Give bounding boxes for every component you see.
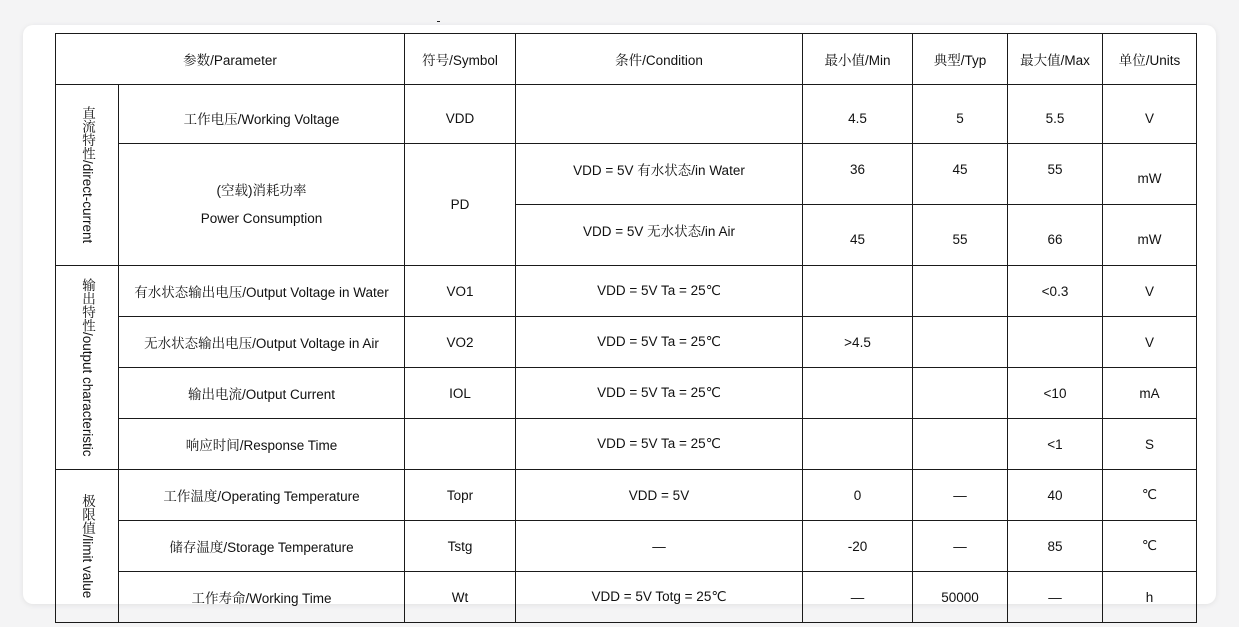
max-tstg: 85 [1008,521,1103,572]
max-topr: 40 [1008,470,1103,521]
table-row [56,85,1197,144]
param-iol: 输出电流/Output Current [119,368,405,419]
param-pd-line1: (空载)消耗功率 [216,182,307,198]
min-wt: — [803,572,913,623]
typ-response-time [913,419,1008,470]
param-tstg: 储存温度/Storage Temperature [119,521,405,572]
unit-vo1: V [1103,266,1197,317]
condition-vo1: VDD = 5V Ta = 25℃ [516,266,803,317]
unit-response-time: S [1103,419,1197,470]
category-dc-label: 直流特性/direct-current [80,106,95,244]
header-parameter: 参数/Parameter [56,34,405,85]
max-vo2 [1008,317,1103,368]
typ-pd-water: 45 [913,144,1008,205]
condition-tstg: — [516,521,803,572]
typ-wt: 50000 [913,572,1008,623]
header-typ: 典型/Typ [913,34,1008,85]
typ-vo2 [913,317,1008,368]
unit-pd-water: mW [1103,144,1197,205]
symbol-vo2: VO2 [405,317,516,368]
table-row [56,521,1197,572]
table-row [56,419,1197,470]
min-response-time [803,419,913,470]
max-pd-water: 55 [1008,144,1103,205]
param-response-time: 响应时间/Response Time [119,419,405,470]
param-pd-line2: Power Consumption [200,210,323,226]
typ-vo1 [913,266,1008,317]
param-vo1: 有水状态输出电压/Output Voltage in Water [119,266,405,317]
condition-vdd [516,85,803,144]
symbol-tstg: Tstg [405,521,516,572]
param-vo2: 无水状态输出电压/Output Voltage in Air [119,317,405,368]
typ-topr: — [913,470,1008,521]
unit-wt: h [1103,572,1197,623]
table-header-row [56,34,1197,85]
unit-pd-air: mW [1103,205,1197,266]
table-row [56,470,1197,521]
min-vo2: >4.5 [803,317,913,368]
condition-wt: VDD = 5V Totg = 25℃ [516,572,803,623]
condition-iol: VDD = 5V Ta = 25℃ [516,368,803,419]
condition-vo2: VDD = 5V Ta = 25℃ [516,317,803,368]
typ-tstg: — [913,521,1008,572]
typ-iol [913,368,1008,419]
min-vo1 [803,266,913,317]
category-limit [56,470,119,623]
max-wt: — [1008,572,1103,623]
unit-tstg: ℃ [1103,521,1197,572]
symbol-iol: IOL [405,368,516,419]
symbol-response-time [405,419,516,470]
table-row [56,317,1197,368]
header-max: 最大值/Max [1008,34,1103,85]
symbol-vo1: VO1 [405,266,516,317]
table-row [56,572,1197,623]
condition-pd-air: VDD = 5V 无水状态/in Air [516,205,803,266]
param-working-voltage: 工作电压/Working Voltage [119,85,405,144]
category-limit-label: 极限值/limit value [80,493,95,599]
unit-iol: mA [1103,368,1197,419]
min-tstg: -20 [803,521,913,572]
min-pd-water: 36 [803,144,913,205]
spec-table [55,33,1197,623]
min-iol [803,368,913,419]
condition-pd-water: VDD = 5V 有水状态/in Water [516,144,803,205]
symbol-pd: PD [405,144,516,266]
category-output [56,266,119,470]
max-response-time: <1 [1008,419,1103,470]
max-iol: <10 [1008,368,1103,419]
symbol-vdd: VDD [405,85,516,144]
table-row [56,368,1197,419]
category-dc [56,85,119,266]
table-row [56,266,1197,317]
param-topr: 工作温度/Operating Temperature [119,470,405,521]
condition-topr: VDD = 5V [516,470,803,521]
param-wt: 工作寿命/Working Time [119,572,405,623]
typ-vdd: 5 [913,85,1008,144]
max-vdd: 5.5 [1008,85,1103,144]
symbol-wt: Wt [405,572,516,623]
min-pd-air: 45 [803,205,913,266]
unit-vdd: V [1103,85,1197,144]
unit-topr: ℃ [1103,470,1197,521]
min-vdd: 4.5 [803,85,913,144]
unit-vo2: V [1103,317,1197,368]
category-output-label: 输出特性/output characteristic [80,278,95,457]
table-row [56,144,1197,205]
header-condition: 条件/Condition [516,34,803,85]
condition-response-time: VDD = 5V Ta = 25℃ [516,419,803,470]
min-topr: 0 [803,470,913,521]
typ-pd-air: 55 [913,205,1008,266]
max-pd-air: 66 [1008,205,1103,266]
max-vo1: <0.3 [1008,266,1103,317]
header-symbol: 符号/Symbol [405,34,516,85]
header-units: 单位/Units [1103,34,1197,85]
scan-mark [437,21,440,22]
param-power-consumption [119,144,405,266]
header-min: 最小值/Min [803,34,913,85]
symbol-topr: Topr [405,470,516,521]
